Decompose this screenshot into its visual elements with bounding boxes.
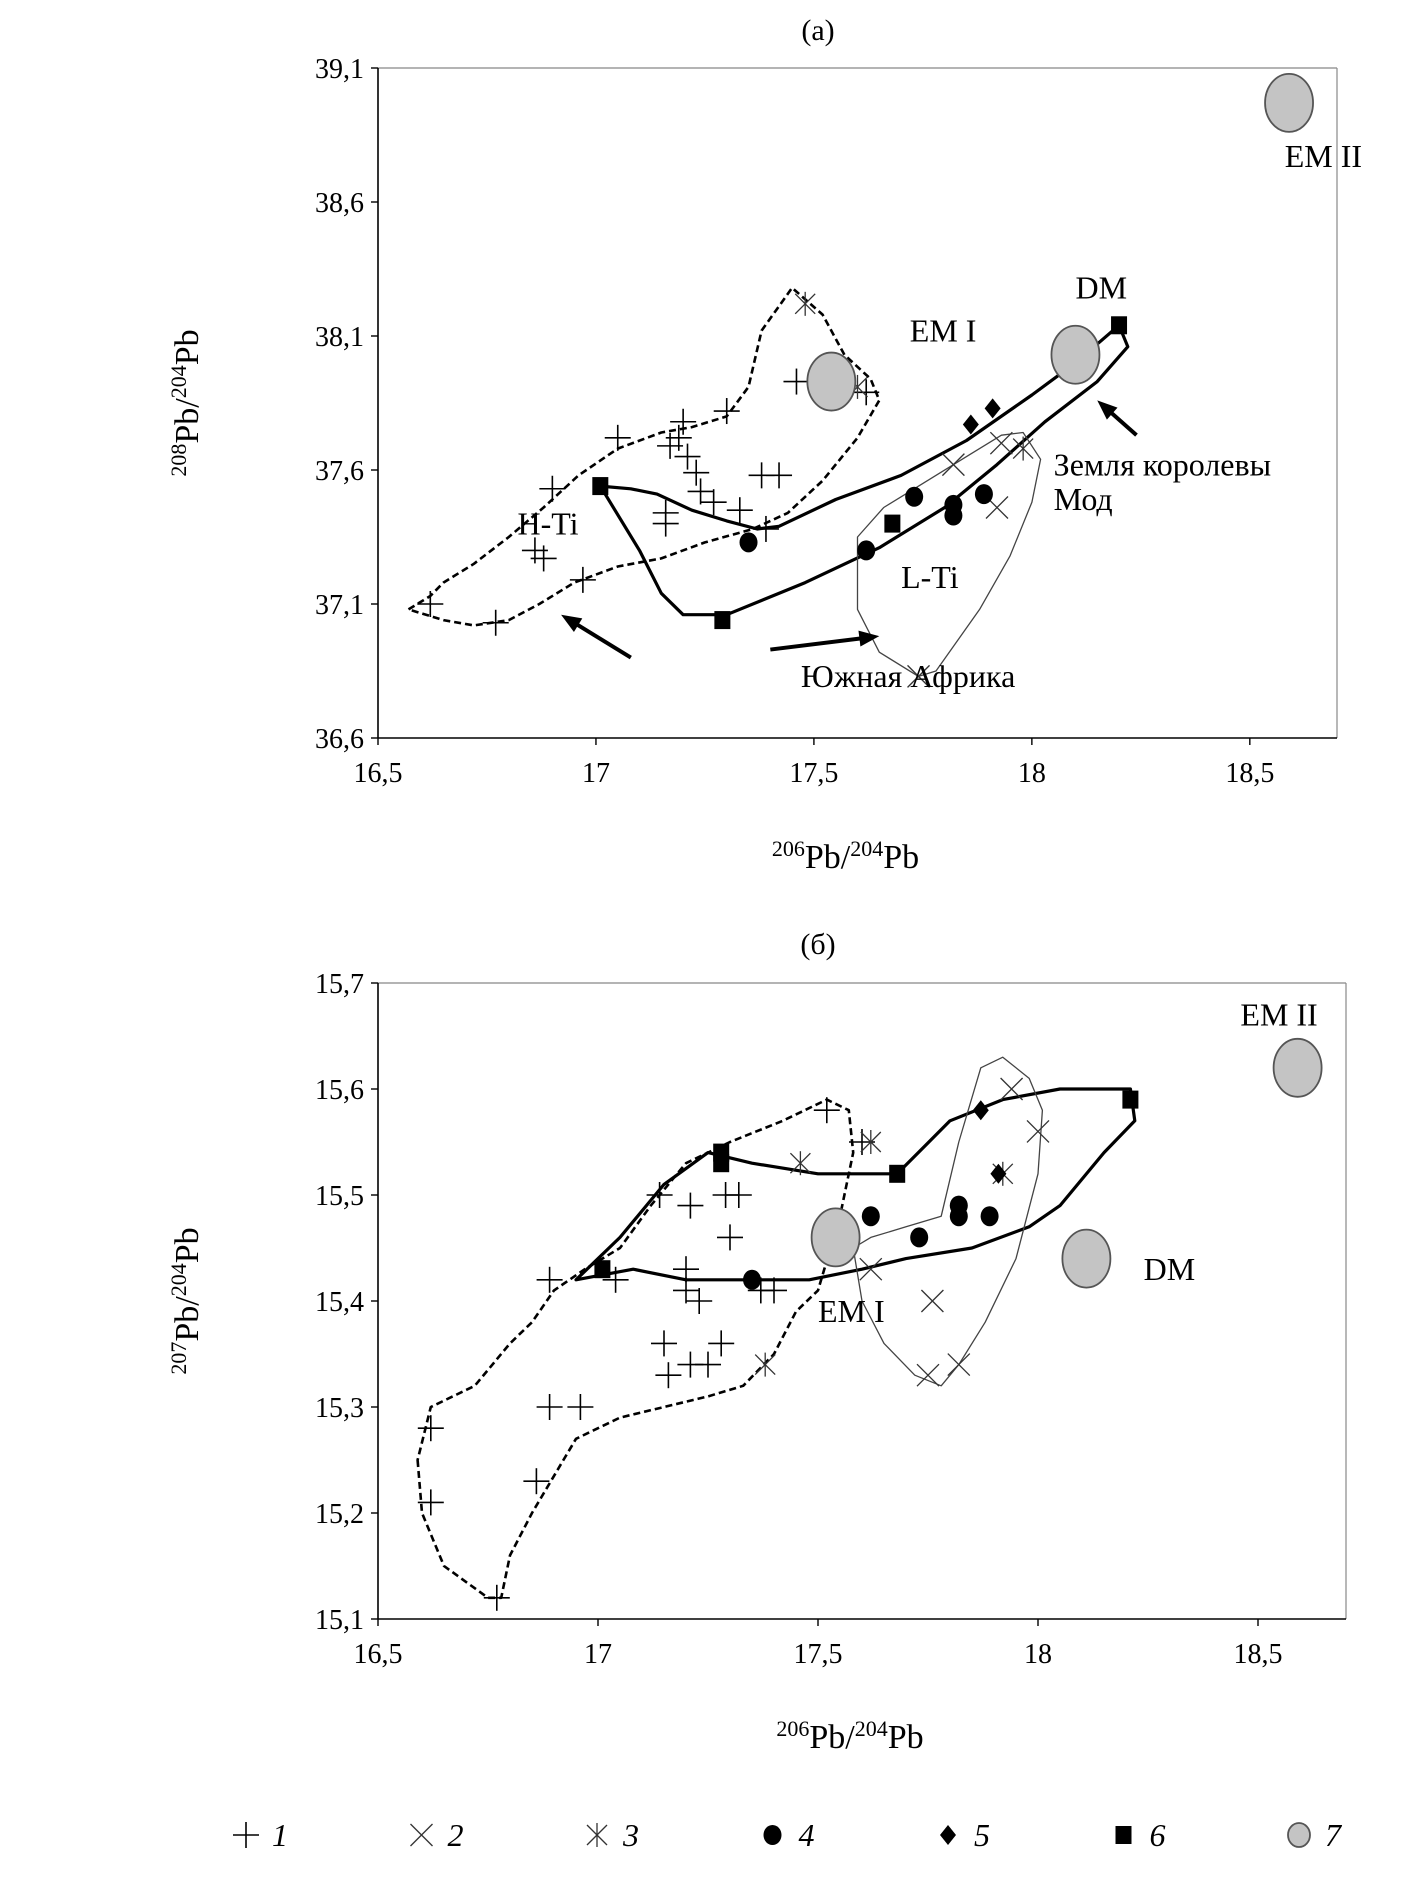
data-point-diamond xyxy=(990,1164,1006,1184)
legend-item-2 xyxy=(411,1817,464,1853)
legend xyxy=(233,1817,1343,1853)
data-point-plus xyxy=(677,1193,703,1219)
chart-panel-b xyxy=(166,928,1347,1756)
data-point-circle xyxy=(950,1206,968,1226)
data-point-diamond xyxy=(963,414,979,434)
legend-item-1 xyxy=(233,1817,288,1853)
legend-item-6 xyxy=(1116,1817,1166,1853)
legend-label: 5 xyxy=(974,1817,990,1853)
annotation-label: L-Ti xyxy=(901,558,959,595)
data-point-square xyxy=(713,1154,729,1172)
data-point-plus xyxy=(537,1394,563,1420)
x-axis-title: $^{206}$Pb/$^{204}$Pb xyxy=(776,1715,924,1756)
data-point-plus xyxy=(537,1267,563,1293)
data-point-plus xyxy=(814,1097,840,1123)
series-4 xyxy=(743,1196,999,1290)
data-point-reservoir xyxy=(807,353,855,411)
legend-marker-plus xyxy=(233,1822,259,1848)
series-6 xyxy=(594,1091,1138,1279)
data-point-plus xyxy=(783,369,809,395)
series-6 xyxy=(592,316,1127,629)
data-point-plus xyxy=(418,1415,444,1441)
data-point-x xyxy=(942,454,964,476)
data-point-square xyxy=(594,1260,610,1278)
series-1 xyxy=(418,1097,875,1611)
annotation-label: DM xyxy=(1143,1250,1196,1287)
data-point-plus xyxy=(570,567,596,593)
chart-title: (a) xyxy=(801,14,835,47)
legend-marker-reservoir xyxy=(1288,1823,1310,1847)
data-point-plus xyxy=(418,1489,444,1515)
y-tick-label: 15,6 xyxy=(315,1075,364,1106)
data-point-circle xyxy=(857,540,875,560)
legend-label: 7 xyxy=(1325,1817,1341,1853)
legend-marker-diamond xyxy=(940,1825,956,1845)
data-point-plus xyxy=(726,1182,752,1208)
series-4 xyxy=(740,484,993,560)
data-point-plus xyxy=(523,1468,549,1494)
data-point-plus xyxy=(484,1585,510,1611)
y-tick-label: 38,6 xyxy=(315,188,364,219)
y-tick-label: 15,5 xyxy=(315,1181,364,1212)
legend-item-4 xyxy=(764,1817,815,1853)
field-outline-dashed xyxy=(418,1100,854,1598)
data-point-plus xyxy=(717,1224,743,1250)
data-point-circle xyxy=(944,506,962,526)
x-tick-label: 16,5 xyxy=(353,758,403,789)
data-point-plus xyxy=(539,476,565,502)
chart-title: (б) xyxy=(800,928,836,961)
field-outline-thin xyxy=(853,1057,1042,1386)
data-point-x xyxy=(948,1354,970,1376)
data-point-plus xyxy=(483,610,509,636)
data-point-square xyxy=(884,515,900,533)
y-axis-title: $^{208}$Pb/$^{204}$Pb xyxy=(165,329,206,477)
y-tick-label: 15,7 xyxy=(315,969,364,1000)
data-point-circle xyxy=(743,1270,761,1290)
data-point-plus xyxy=(417,591,443,617)
arrow-icon xyxy=(561,615,631,658)
y-tick-label: 39,1 xyxy=(315,54,364,85)
data-point-plus xyxy=(567,1394,593,1420)
annotation-label: DM xyxy=(1075,269,1128,306)
annotation-label: Земля королевы xyxy=(1053,446,1272,483)
x-tick-label: 18 xyxy=(1017,758,1046,789)
arrow-icon xyxy=(1097,400,1136,435)
data-point-diamond xyxy=(985,398,1001,418)
y-tick-label: 36,6 xyxy=(315,724,364,755)
data-point-x xyxy=(917,1364,939,1386)
data-point-circle xyxy=(981,1206,999,1226)
x-tick-label: 18,5 xyxy=(1233,1639,1283,1670)
x-tick-label: 17,5 xyxy=(789,758,839,789)
x-tick-label: 17,5 xyxy=(793,1639,843,1670)
y-tick-label: 37,1 xyxy=(315,590,364,621)
series-7 xyxy=(807,74,1313,411)
legend-label: 4 xyxy=(798,1817,815,1853)
series-7 xyxy=(812,1039,1322,1288)
annotation-label: Южная Африка xyxy=(800,658,1016,695)
annotation-label: EM I xyxy=(909,312,977,349)
data-point-plus xyxy=(766,462,792,488)
x-tick-label: 17 xyxy=(581,758,610,789)
field-outline-dashed xyxy=(409,288,880,626)
annotation-label: Мод xyxy=(1053,481,1113,518)
arrow-icon xyxy=(770,631,879,650)
y-axis-title: $^{207}$Pb/$^{204}$Pb xyxy=(165,1227,206,1375)
data-point-circle xyxy=(910,1227,928,1247)
x-tick-label: 17 xyxy=(584,1639,612,1670)
series-5 xyxy=(973,1100,1007,1184)
data-point-square xyxy=(592,477,608,495)
annotation-label: EM I xyxy=(818,1293,885,1330)
data-point-square xyxy=(1122,1091,1138,1109)
data-point-plus xyxy=(653,511,679,537)
x-tick-label: 18 xyxy=(1024,1639,1052,1670)
data-point-reservoir xyxy=(1062,1230,1110,1288)
y-tick-label: 15,3 xyxy=(315,1393,364,1424)
annotation-label: H-Ti xyxy=(517,505,579,542)
data-point-plus xyxy=(727,497,753,523)
data-point-x xyxy=(1027,1120,1049,1142)
legend-marker-circle xyxy=(764,1825,782,1845)
x-tick-label: 16,5 xyxy=(353,1639,403,1670)
y-tick-label: 38,1 xyxy=(315,322,364,353)
chart-panel-a xyxy=(166,14,1363,876)
data-point-square xyxy=(1111,316,1127,334)
data-point-reservoir xyxy=(1265,74,1313,132)
data-point-reservoir xyxy=(812,1208,860,1266)
data-point-diamond xyxy=(973,1100,989,1120)
data-point-square xyxy=(714,611,730,629)
data-point-plus xyxy=(701,489,727,515)
legend-item-7 xyxy=(1288,1817,1343,1853)
data-point-circle xyxy=(905,487,923,507)
data-point-plus xyxy=(695,1352,721,1378)
legend-marker-asterisk xyxy=(587,1823,607,1847)
annotation-label: EM II xyxy=(1240,996,1318,1033)
data-point-plus xyxy=(708,1330,734,1356)
data-point-reservoir xyxy=(1274,1039,1322,1097)
y-tick-label: 15,2 xyxy=(315,1499,364,1530)
annotation-label: EM II xyxy=(1284,138,1363,175)
data-point-plus xyxy=(605,425,631,451)
y-tick-label: 15,4 xyxy=(315,1287,364,1318)
y-tick-label: 37,6 xyxy=(315,456,364,487)
data-point-plus xyxy=(686,1288,712,1314)
legend-item-5 xyxy=(940,1817,990,1853)
legend-marker-x xyxy=(411,1824,433,1846)
legend-item-3 xyxy=(587,1817,639,1853)
y-tick-label: 15,1 xyxy=(315,1605,364,1636)
legend-label: 6 xyxy=(1149,1817,1166,1853)
data-point-x xyxy=(921,1290,943,1312)
x-axis-title: $^{206}$Pb/$^{204}$Pb xyxy=(771,835,920,876)
data-point-reservoir xyxy=(1051,326,1099,384)
data-point-plus xyxy=(688,478,714,504)
legend-label: 2 xyxy=(447,1817,464,1853)
field-outline-thick xyxy=(600,325,1128,614)
x-tick-label: 18,5 xyxy=(1225,758,1275,789)
data-point-circle xyxy=(975,484,993,504)
data-point-plus xyxy=(651,1330,677,1356)
legend-marker-square xyxy=(1116,1826,1132,1844)
legend-label: 1 xyxy=(272,1817,288,1853)
legend-label: 3 xyxy=(623,1817,639,1853)
data-point-circle xyxy=(740,532,758,552)
data-point-plus xyxy=(655,1362,681,1388)
data-point-square xyxy=(889,1165,905,1183)
series-1 xyxy=(417,369,879,636)
data-point-circle xyxy=(862,1206,880,1226)
